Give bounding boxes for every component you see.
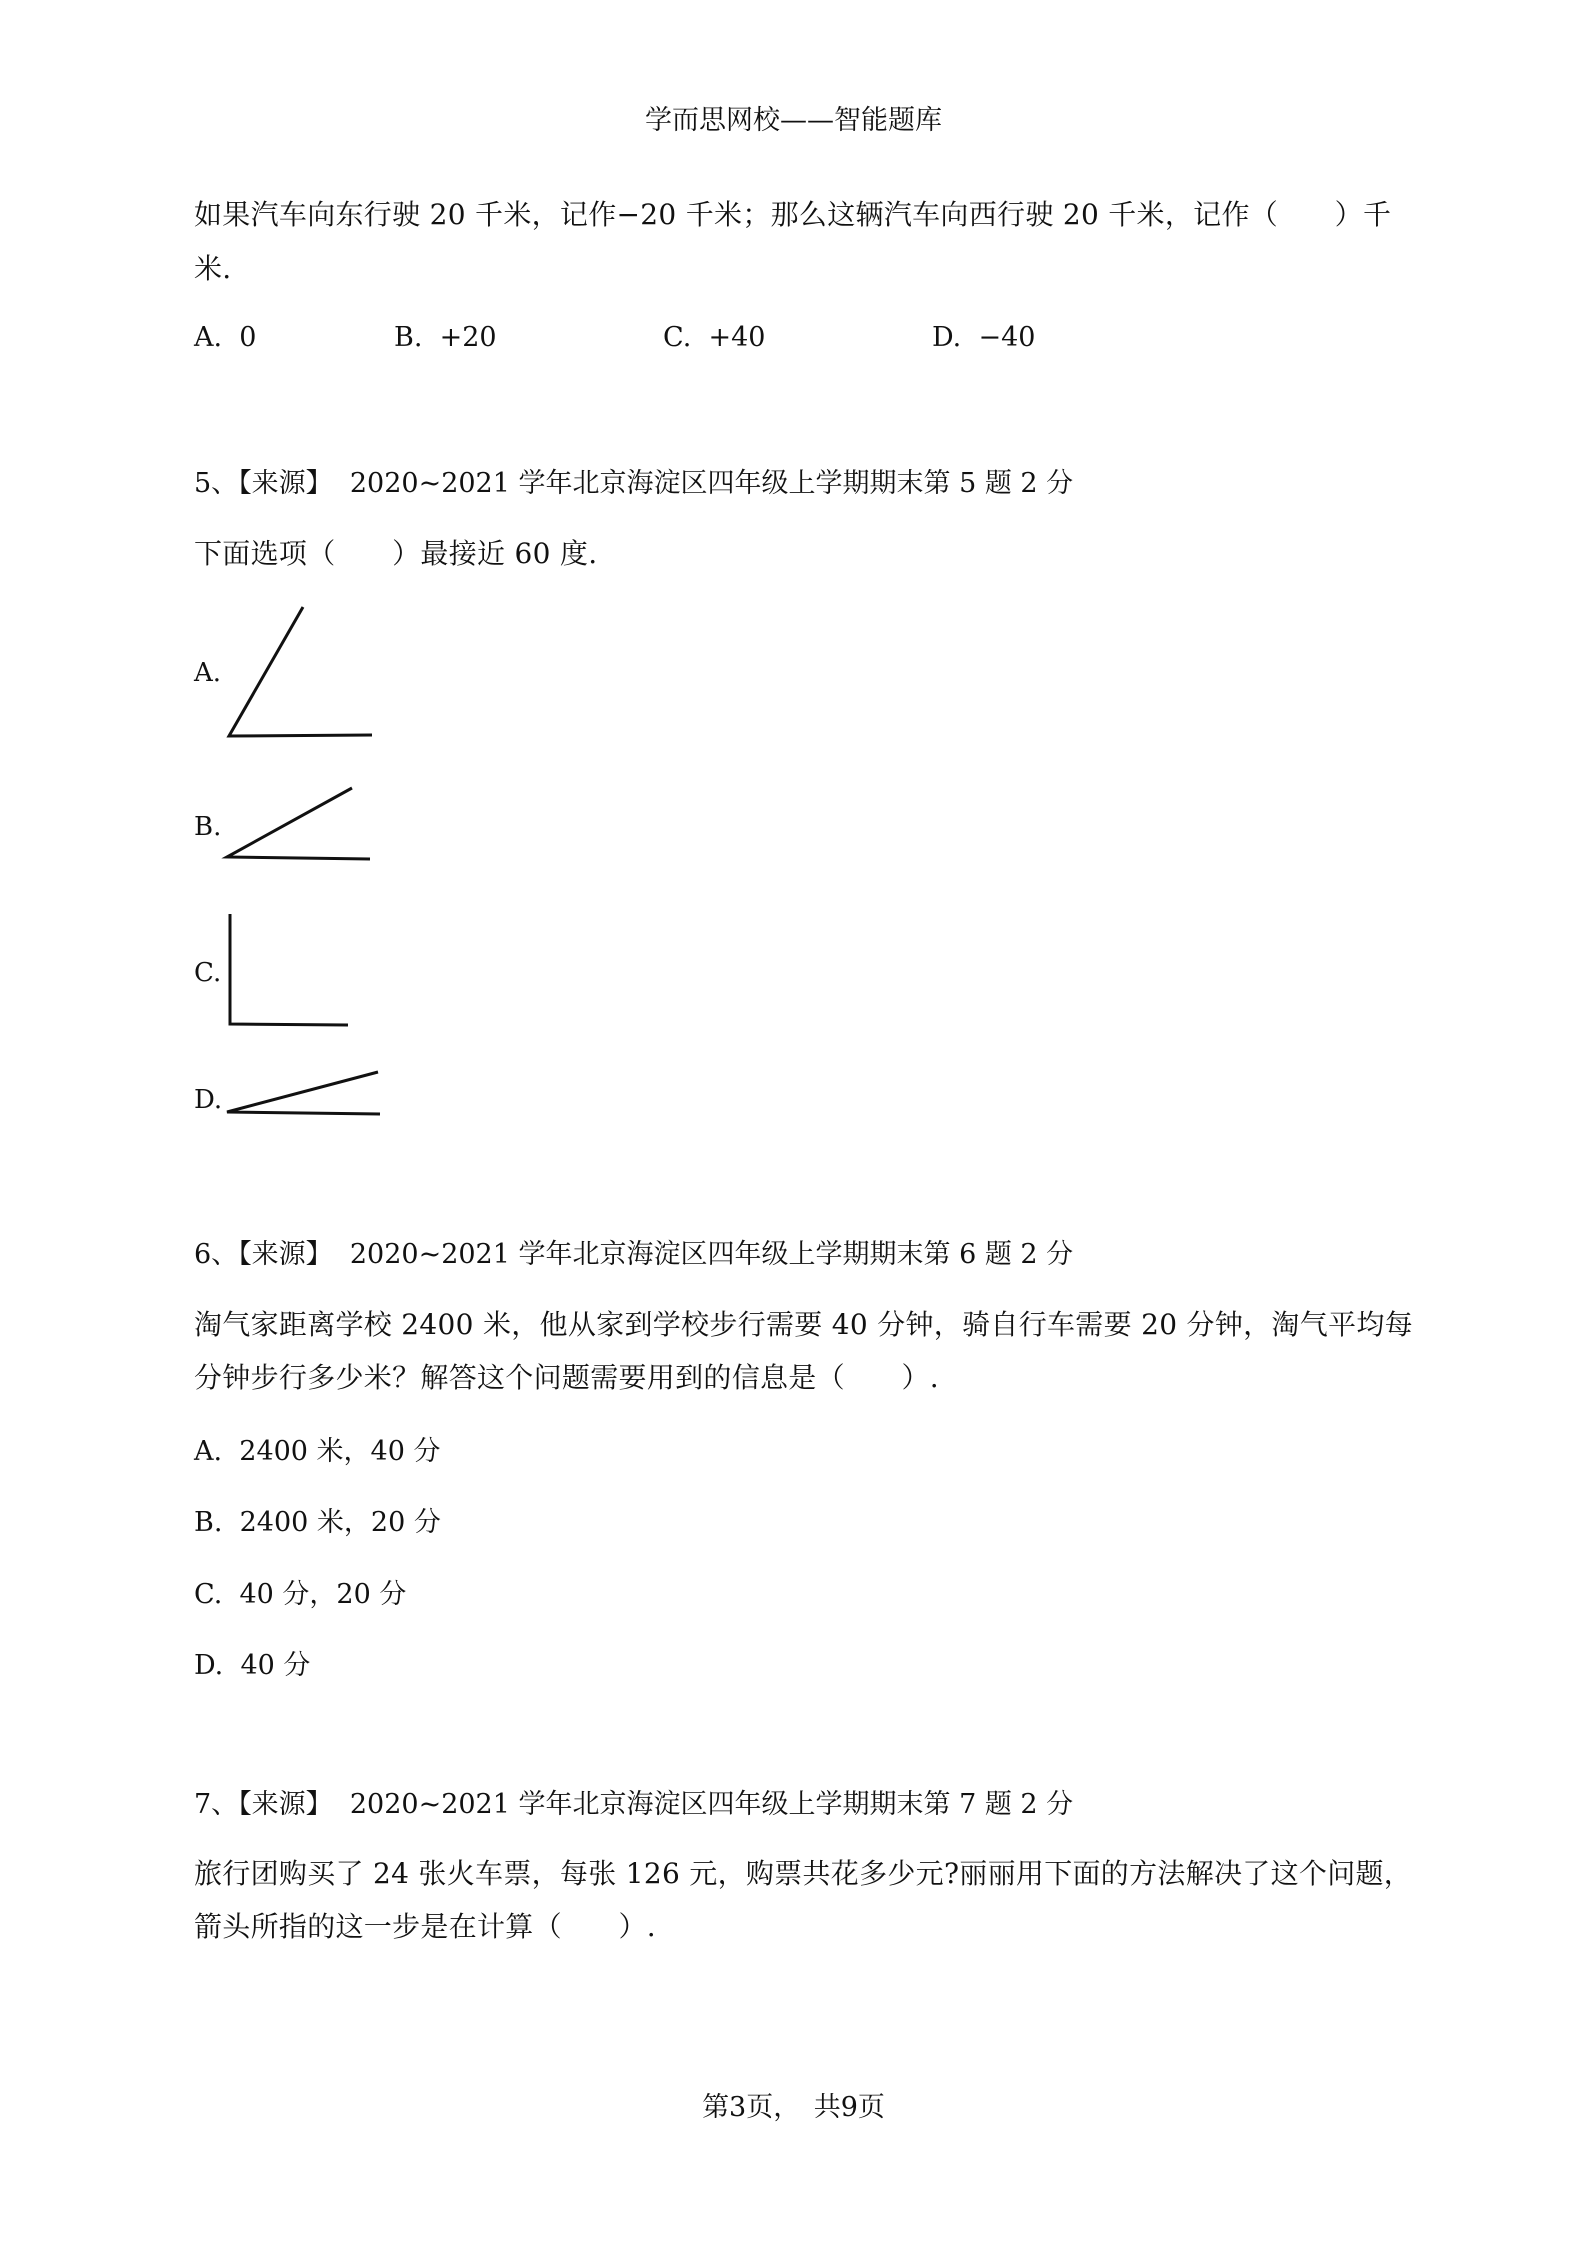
- option-letter: D.: [194, 1650, 224, 1681]
- source-tag: 【来源】: [238, 468, 333, 499]
- question-source: 2020~2021 学年北京海淀区四年级上学期期末第 7 题 2 分: [349, 1789, 1074, 1820]
- q6-option-b[interactable]: [194, 1500, 441, 1539]
- question-source: 2020~2021 学年北京海淀区四年级上学期期末第 6 题 2 分: [349, 1239, 1074, 1270]
- q6-option-a[interactable]: [194, 1429, 441, 1468]
- option-letter: C.: [194, 1579, 223, 1610]
- q6-option-d[interactable]: [194, 1643, 310, 1682]
- option-text: 2400 米，40 分: [239, 1436, 441, 1467]
- page-header: 学而思网校——智能题库: [645, 105, 942, 136]
- option-letter: B.: [394, 322, 423, 353]
- question-number: 7、: [194, 1789, 239, 1820]
- option-text: 2400 米，20 分: [239, 1507, 441, 1538]
- q6-header: [194, 1232, 1073, 1271]
- option-letter: A.: [194, 322, 223, 353]
- option-text: 40 分: [240, 1650, 311, 1681]
- option-text: −40: [978, 322, 1036, 353]
- option-text: +40: [708, 322, 766, 353]
- option-letter: A.: [194, 1436, 223, 1467]
- question-number: 6、: [194, 1239, 239, 1270]
- q6-option-c[interactable]: [194, 1572, 406, 1611]
- q5-option-d-label[interactable]: D.: [194, 1085, 223, 1115]
- q6-stem-line2: 分钟步行多少米？解答这个问题需要用到的信息是（ ）.: [194, 1361, 940, 1394]
- option-letter: B.: [194, 1507, 223, 1538]
- source-tag: 【来源】: [238, 1239, 333, 1270]
- option-letter: D.: [932, 322, 962, 353]
- option-text: 0: [239, 322, 257, 353]
- q7-stem-line1: 旅行团购买了 24 张火车票，每张 126 元，购票共花多少元?丽丽用下面的方法解决了这个问题，: [194, 1857, 1413, 1890]
- source-tag: 【来源】: [238, 1789, 333, 1820]
- q5-option-a-label[interactable]: A.: [194, 658, 222, 688]
- q5-option-b-label[interactable]: B.: [194, 812, 222, 842]
- option-text: 40 分，20 分: [239, 1579, 407, 1610]
- q5-option-c-label[interactable]: C.: [194, 958, 222, 988]
- q4-stem-line1: 如果汽车向东行驶 20 千米，记作−20 千米；那么这辆汽车向西行驶 20 千米，记作（ ）千: [194, 198, 1392, 231]
- option-text: +20: [439, 322, 497, 353]
- option-letter: C.: [663, 322, 692, 353]
- question-source: 2020~2021 学年北京海淀区四年级上学期期末第 5 题 2 分: [349, 468, 1074, 499]
- question-number: 5、: [194, 468, 239, 499]
- q6-stem-line1: 淘气家距离学校 2400 米，他从家到学校步行需要 40 分钟，骑自行车需要 20 分钟，淘气平均每: [194, 1308, 1413, 1341]
- q7-stem-line2: 箭头所指的这一步是在计算（ ）.: [194, 1910, 657, 1943]
- page-footer: 第3页， 共9页: [702, 2092, 885, 2123]
- q5-stem: 下面选项（ ）最接近 60 度.: [194, 537, 598, 570]
- q4-stem-line2: 米.: [194, 252, 232, 285]
- q7-header: [194, 1782, 1073, 1821]
